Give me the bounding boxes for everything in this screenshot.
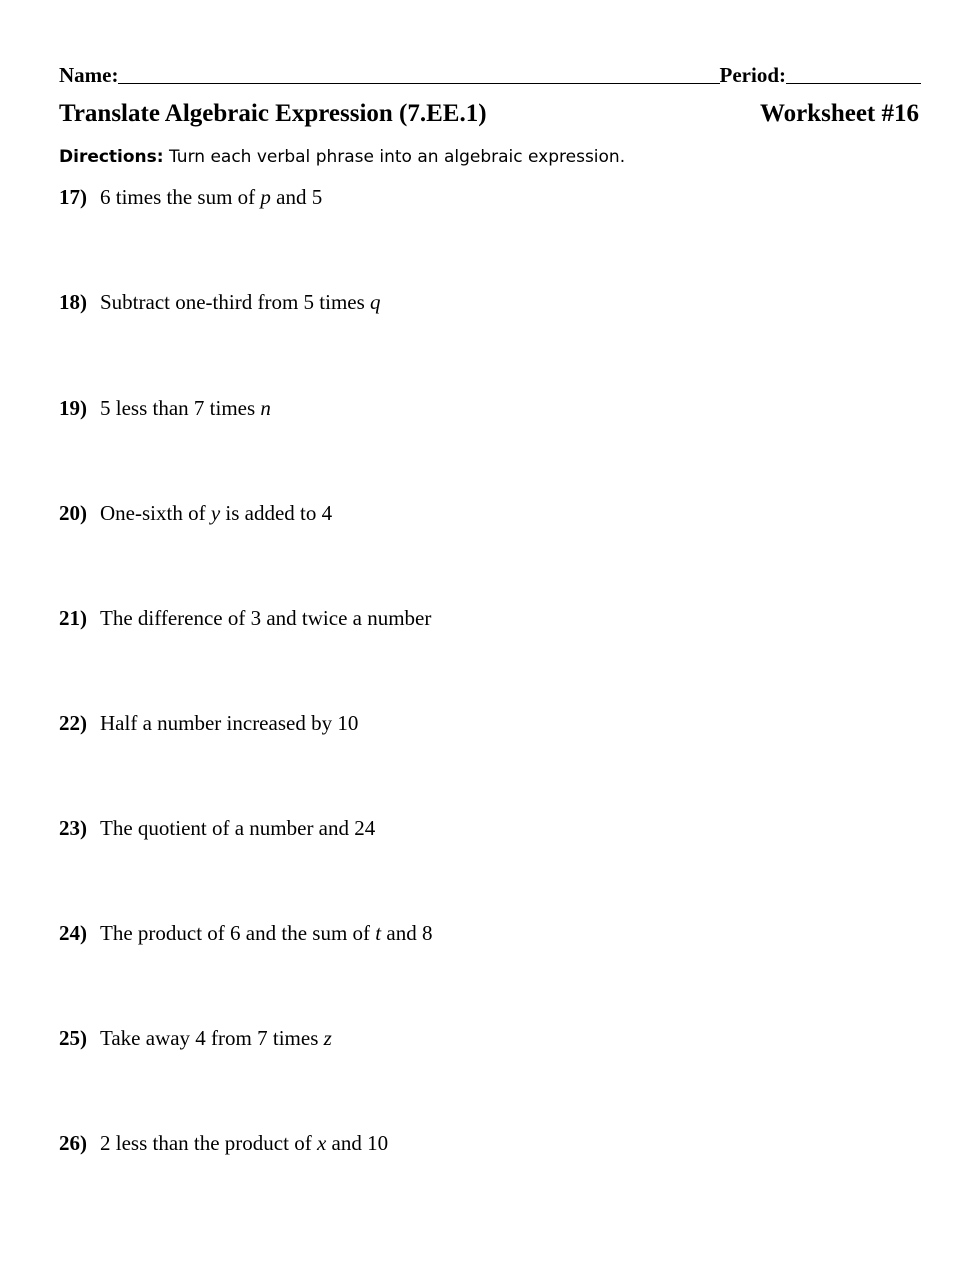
name-label: Name: [59, 63, 119, 87]
problem-text: 5 less than 7 times n [100, 396, 271, 420]
problem-text: The product of 6 and the sum of t and 8 [100, 921, 433, 945]
problem-item [59, 816, 375, 841]
directions-label: Directions: [59, 147, 164, 167]
problem-number: 17) [59, 185, 87, 209]
problem-item [59, 396, 271, 421]
problem-number: 19) [59, 396, 87, 420]
problem-number: 20) [59, 501, 87, 525]
problem-item [59, 290, 381, 315]
worksheet-number: Worksheet #16 [759, 100, 919, 127]
period-label: Period: [719, 63, 786, 87]
problem-text: 2 less than the product of x and 10 [100, 1131, 389, 1155]
name-field-line[interactable] [118, 82, 719, 84]
problem-text: 6 times the sum of p and 5 [100, 185, 323, 209]
problem-number: 23) [59, 816, 87, 840]
problem-number: 22) [59, 711, 87, 735]
problem-text: Take away 4 from 7 times z [100, 1026, 332, 1050]
problem-item [59, 711, 358, 736]
period-field-line[interactable] [786, 82, 921, 84]
directions-text: Turn each verbal phrase into an algebraic expression. [163, 147, 626, 167]
problem-number: 26) [59, 1131, 87, 1155]
problem-text: The difference of 3 and twice a number [100, 606, 432, 630]
problem-number: 25) [59, 1026, 87, 1050]
problem-text: Subtract one-third from 5 times q [100, 290, 381, 314]
problem-item [59, 1131, 388, 1156]
title-row [59, 100, 919, 128]
problem-item [59, 501, 332, 526]
problem-text: One-sixth of y is added to 4 [100, 501, 333, 525]
problem-number: 21) [59, 606, 87, 630]
problem-item [59, 1026, 332, 1051]
problem-number: 24) [59, 921, 87, 945]
problem-text: The quotient of a number and 24 [100, 816, 376, 840]
problem-text: Half a number increased by 10 [100, 711, 359, 735]
problem-number: 18) [59, 290, 87, 314]
name-period-header [59, 60, 921, 88]
directions [59, 147, 625, 167]
problem-item [59, 921, 432, 946]
worksheet-title: Translate Algebraic Expression (7.EE.1) [59, 100, 487, 127]
problem-item [59, 185, 322, 210]
problem-item [59, 606, 431, 631]
